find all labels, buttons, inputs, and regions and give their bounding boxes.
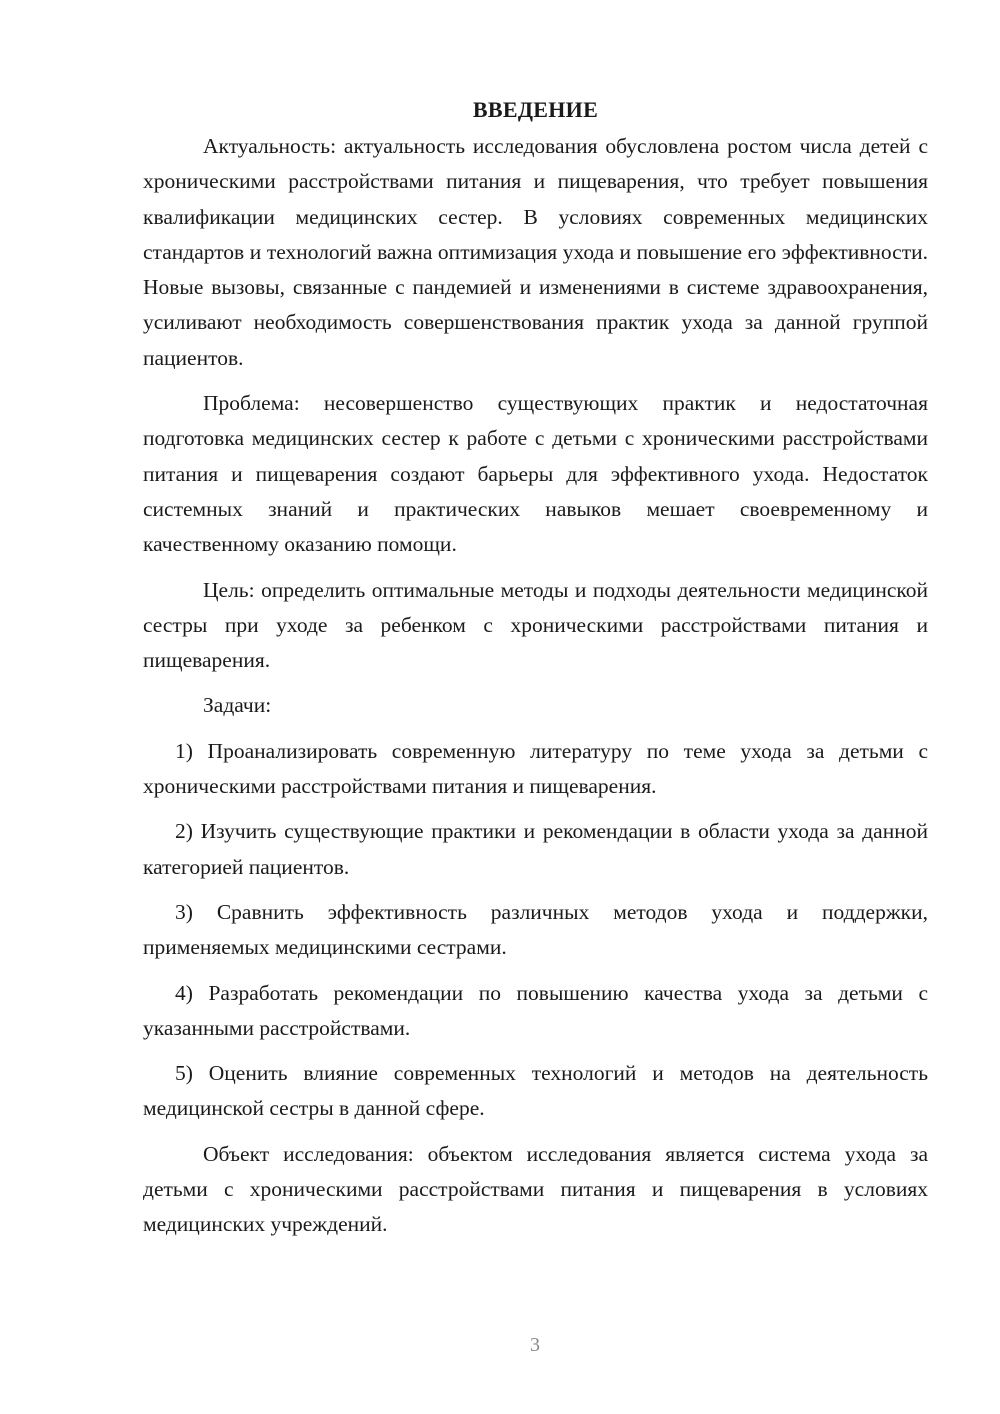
task-item: 5) Оценить влияние современных технологий и методов на деятельность медицинской сестры в данной сфере.	[143, 1061, 928, 1121]
task-item: 1) Проанализировать современную литературу по теме ухода за детьми с хроническими расстройствами питания и пищеварения.	[143, 738, 928, 799]
relevance-paragraph: Актуальность: актуальность исследования обусловлена ростом числа детей с хроническими расстройствами питания и пищеварения, что требует повышения квалификации медицинских сестер. В условиях современных медицинских стандартов и технологий важна оптимизация ухода и повышение его эффективности. Новые вызовы, связанные с пандемией и изменениями в системе здравоохранения, усиливают необходимость совершенствования практик ухода за данной группой пациентов.	[143, 134, 928, 370]
task-item: 2) Изучить существующие практики и рекомендации в области ухода за данной категорией пациентов.	[143, 819, 928, 879]
problem-paragraph: Проблема: несовершенство существующих практик и недостаточная подготовка медицинских сестер к работе с детьми с хроническими расстройствами питания и пищеварения создают барьеры для эффективного ухода. Недостаток системных знаний и практических навыков мешает своевременному и качественному оказанию помощи.	[143, 391, 928, 557]
page-title: ВВЕДЕНИЕ	[472, 97, 599, 122]
tasks-heading: Задачи:	[203, 693, 272, 718]
task-item: 4) Разработать рекомендации по повышению качества ухода за детьми с указанными расстройствами.	[143, 980, 928, 1040]
object-paragraph: Объект исследования: объектом исследования является система ухода за детьми с хроническими расстройствами питания и пищеварения в условиях медицинских учреждений.	[143, 1141, 928, 1237]
page-number: 3	[530, 1334, 540, 1356]
goal-paragraph: Цель: определить оптимальные методы и подходы деятельности медицинской сестры при уходе за ребенком с хроническими расстройствами питания и пищеварения.	[143, 577, 928, 673]
page-content	[143, 92, 928, 1253]
task-item: 3) Сравнить эффективность различных методов ухода и поддержки, применяемых медицинскими сестрами.	[143, 899, 928, 960]
